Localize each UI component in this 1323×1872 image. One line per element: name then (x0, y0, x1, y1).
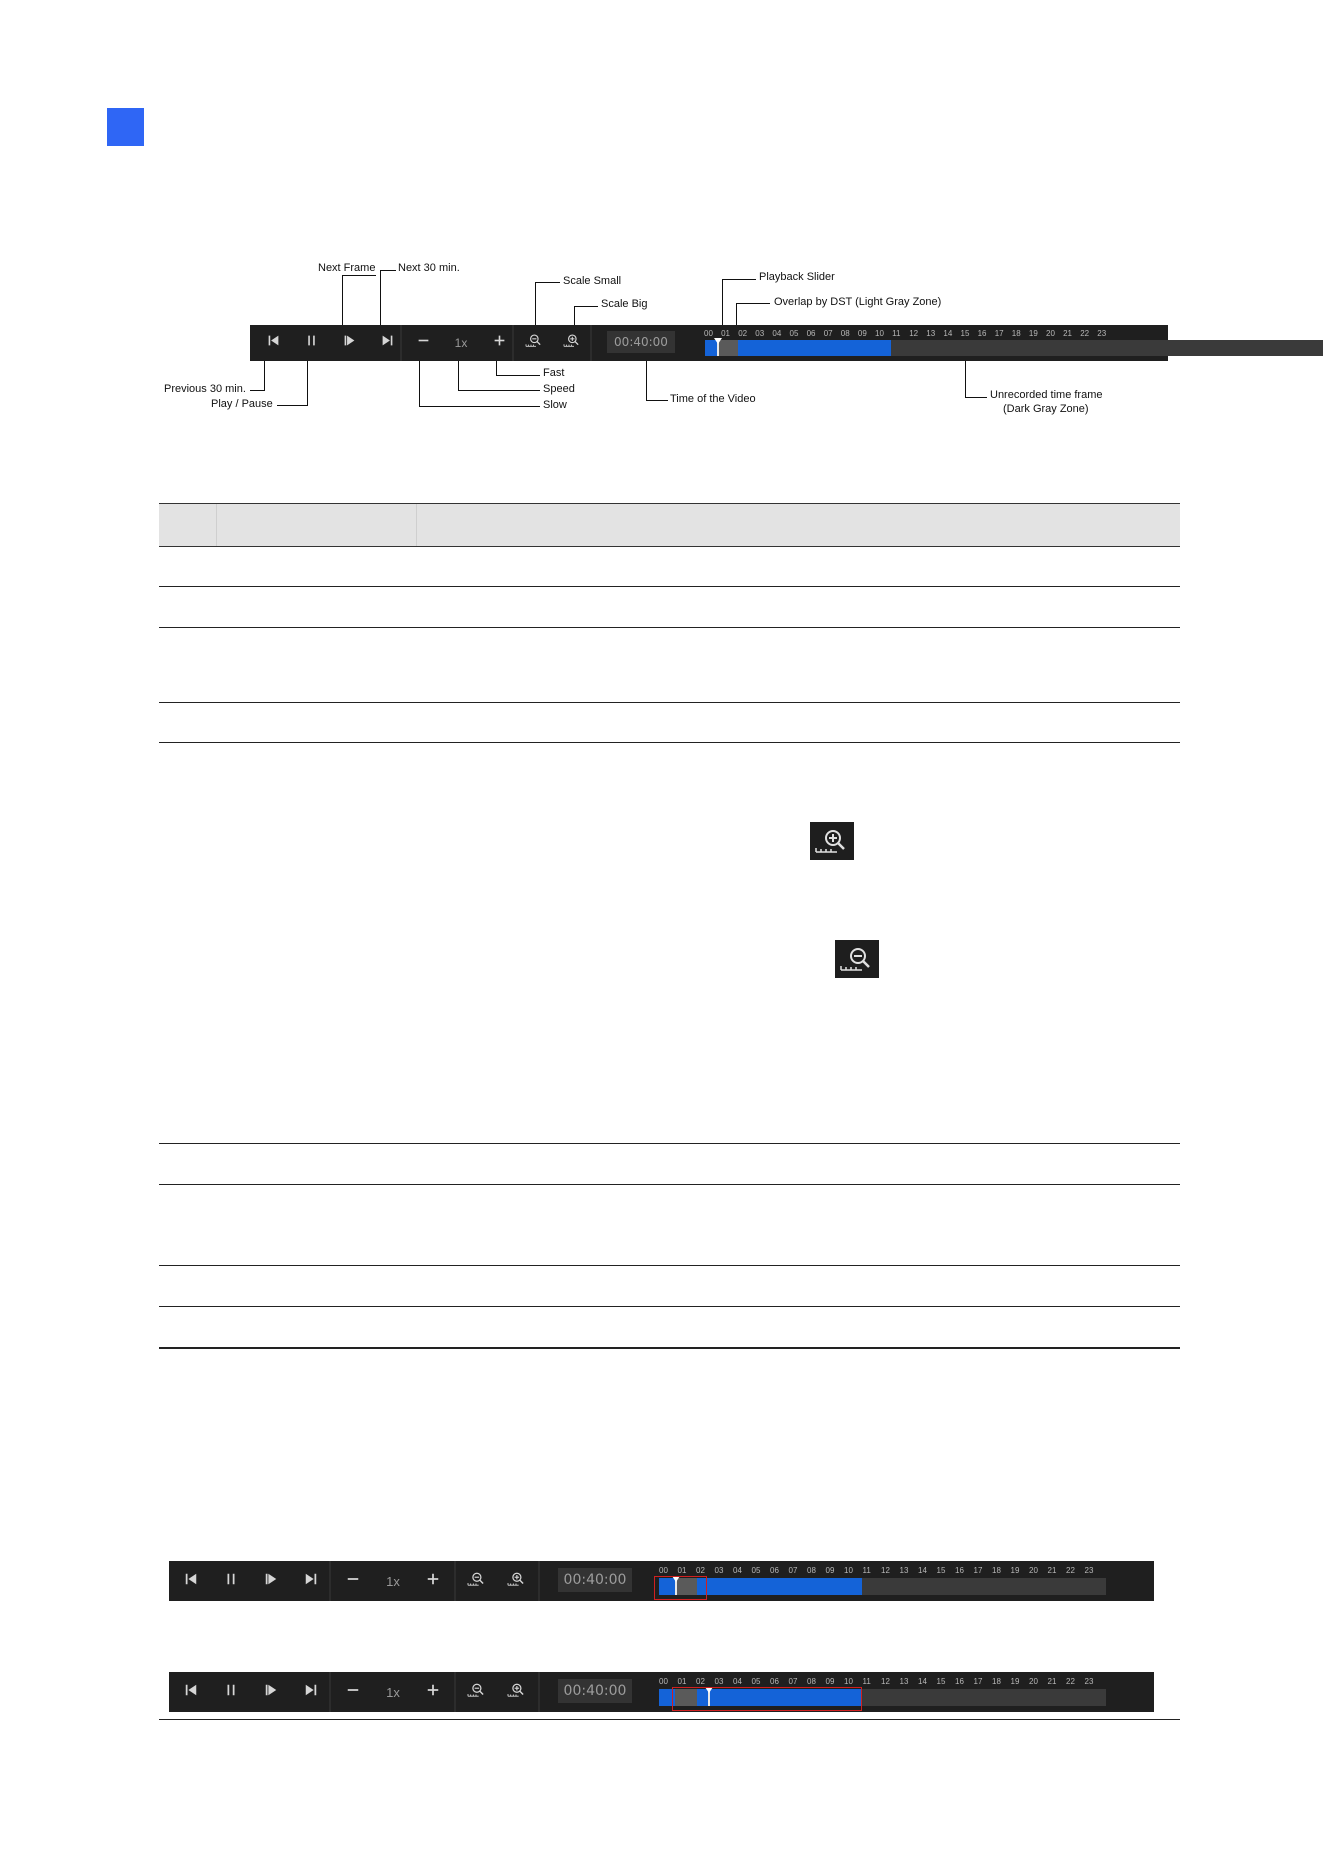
label-scale-big: Scale Big (601, 298, 648, 310)
hour-label: 12 (881, 1677, 890, 1686)
hour-label: 23 (1084, 1677, 1094, 1686)
next-frame-button[interactable] (251, 1561, 291, 1601)
label-play-pause: Play / Pause (211, 398, 273, 410)
hour-label: 19 (1010, 1566, 1020, 1575)
pause-icon (224, 1683, 238, 1702)
pause-button[interactable] (211, 1672, 251, 1712)
hour-label: 05 (751, 1566, 761, 1575)
hour-label: 18 (992, 1677, 1001, 1686)
next-frame-icon (264, 1683, 278, 1702)
next-frame-icon (343, 334, 356, 352)
zoom-out-icon (466, 1682, 486, 1703)
hour-label: 03 (755, 329, 765, 338)
hour-label: 04 (733, 1677, 742, 1686)
table-rule (159, 1184, 1180, 1185)
hour-label: 07 (823, 329, 833, 338)
label-overlap-dst: Overlap by DST (Light Gray Zone) (774, 296, 942, 308)
highlight-box (654, 1576, 707, 1600)
hour-label: 02 (738, 329, 748, 338)
label-scale-small: Scale Small (563, 275, 622, 287)
skip-next-icon (381, 334, 394, 352)
hour-label: 04 (733, 1566, 742, 1575)
table-rule (159, 1347, 1180, 1349)
slow-button[interactable] (333, 1561, 373, 1601)
skip-previous-icon (184, 1683, 198, 1702)
scale-small-button[interactable] (456, 1561, 496, 1601)
hour-label: 23 (1097, 329, 1107, 338)
table-header (159, 503, 1180, 547)
hour-label: 19 (1010, 1677, 1020, 1686)
hour-label: 05 (751, 1677, 761, 1686)
hour-label: 19 (1028, 329, 1038, 338)
label-unrecorded-sub: (Dark Gray Zone) (1003, 403, 1089, 415)
zoom-out-icon (466, 1571, 486, 1592)
skip-previous-button[interactable] (254, 325, 292, 361)
hour-label: 09 (857, 329, 867, 338)
zoom-in-icon (506, 1571, 526, 1592)
hour-label: 07 (788, 1566, 798, 1575)
hour-label: 17 (994, 329, 1004, 338)
hour-label: 10 (844, 1677, 853, 1686)
next-frame-icon (264, 1572, 278, 1591)
label-previous-30: Previous 30 min. (164, 383, 246, 395)
speed-indicator: 1x (386, 1573, 400, 1589)
hour-label: 02 (696, 1677, 705, 1686)
hour-label: 11 (862, 1677, 871, 1686)
minus-icon (346, 1683, 360, 1702)
zoom-in-icon (810, 822, 854, 860)
hour-label: 22 (1066, 1566, 1075, 1575)
zoom-out-icon (835, 940, 879, 978)
hour-label: 03 (714, 1566, 724, 1575)
video-time: 00:40:00 (558, 1568, 632, 1592)
table-rule (159, 1143, 1180, 1144)
hour-label: 05 (789, 329, 799, 338)
hour-label: 20 (1029, 1566, 1038, 1575)
hour-label: 06 (806, 329, 816, 338)
hour-label: 10 (844, 1566, 853, 1575)
table-rule (159, 702, 1180, 703)
scale-small-button[interactable] (456, 1672, 496, 1712)
hour-label: 11 (862, 1566, 871, 1575)
hour-label: 15 (936, 1566, 946, 1575)
scale-big-button[interactable] (552, 325, 590, 361)
skip-next-icon (304, 1683, 318, 1702)
scale-big-button[interactable] (496, 1561, 536, 1601)
hour-label: 13 (899, 1677, 909, 1686)
hour-label: 21 (1063, 329, 1072, 338)
table-rule (159, 1265, 1180, 1266)
minus-icon (417, 334, 430, 352)
video-time: 00:40:00 (607, 331, 675, 353)
pause-button[interactable] (292, 325, 330, 361)
table-rule (159, 742, 1180, 743)
hour-label: 12 (881, 1566, 890, 1575)
label-unrecorded: Unrecorded time frame (990, 389, 1103, 401)
minus-icon (346, 1572, 360, 1591)
next-30-button[interactable] (291, 1672, 331, 1712)
scale-small-button[interactable] (514, 325, 552, 361)
hour-label: 07 (788, 1677, 798, 1686)
plus-icon (493, 334, 506, 352)
hour-label: 18 (1011, 329, 1021, 338)
label-next-30: Next 30 min. (398, 262, 460, 274)
playback-slider-handle[interactable] (714, 338, 722, 344)
plus-icon (426, 1572, 440, 1591)
pause-icon (224, 1572, 238, 1591)
skip-previous-button[interactable] (171, 1561, 211, 1601)
hour-label: 14 (943, 329, 953, 338)
skip-previous-button[interactable] (171, 1672, 211, 1712)
hour-label: 21 (1047, 1566, 1057, 1575)
speed-indicator: 1x (454, 336, 468, 350)
hour-label: 12 (909, 329, 919, 338)
hour-label: 16 (955, 1677, 964, 1686)
hour-label: 10 (875, 329, 884, 338)
table-rule (159, 586, 1180, 587)
table-rule (159, 1306, 1180, 1307)
next-frame-button[interactable] (330, 325, 368, 361)
pause-icon (305, 334, 318, 352)
hour-label: 16 (955, 1566, 964, 1575)
slow-button[interactable] (333, 1672, 373, 1712)
hour-label: 15 (960, 329, 970, 338)
label-slow: Slow (543, 399, 567, 411)
hour-label: 01 (721, 329, 730, 338)
hour-label: 06 (770, 1677, 779, 1686)
page-bottom-rule (159, 1719, 1180, 1720)
hour-label: 22 (1080, 329, 1090, 338)
hour-label: 04 (772, 329, 782, 338)
label-time-of-video: Time of the Video (670, 393, 756, 405)
hour-label: 11 (892, 329, 901, 338)
hour-label: 15 (936, 1677, 946, 1686)
hour-label: 20 (1029, 1677, 1038, 1686)
zoom-out-icon (524, 333, 543, 353)
section-marker (107, 108, 144, 146)
hour-label: 23 (1084, 1566, 1094, 1575)
hour-label: 22 (1066, 1677, 1075, 1686)
hour-label: 00 (659, 1566, 668, 1575)
fast-button[interactable] (413, 1561, 453, 1601)
hour-label: 08 (840, 329, 850, 338)
hour-label: 09 (825, 1566, 835, 1575)
hour-label: 08 (807, 1677, 816, 1686)
skip-next-icon (304, 1572, 318, 1591)
hour-label: 16 (977, 329, 987, 338)
hour-label: 14 (918, 1677, 927, 1686)
hour-label: 00 (659, 1677, 668, 1686)
zoom-in-icon (506, 1682, 526, 1703)
hour-label: 14 (918, 1566, 927, 1575)
label-speed: Speed (543, 383, 575, 395)
hour-label: 01 (677, 1566, 687, 1575)
hour-label: 13 (899, 1566, 909, 1575)
plus-icon (426, 1683, 440, 1702)
hour-label: 17 (973, 1677, 983, 1686)
hour-label: 18 (992, 1566, 1001, 1575)
scale-big-button[interactable] (496, 1672, 536, 1712)
hour-label: 09 (825, 1677, 835, 1686)
speed-indicator: 1x (386, 1684, 400, 1700)
label-fast: Fast (543, 367, 565, 379)
hour-label: 08 (807, 1566, 816, 1575)
hour-label: 21 (1047, 1677, 1057, 1686)
label-next-frame: Next Frame (318, 262, 376, 274)
hour-label: 03 (714, 1677, 724, 1686)
hour-label: 01 (677, 1677, 687, 1686)
next-frame-button[interactable] (251, 1672, 291, 1712)
hour-label: 00 (704, 329, 713, 338)
playback-bar-diagram (250, 325, 1168, 361)
label-playback-slider: Playback Slider (759, 271, 835, 283)
table-rule (159, 627, 1180, 628)
video-time: 00:40:00 (558, 1679, 632, 1703)
fast-button[interactable] (413, 1672, 453, 1712)
zoom-in-icon (562, 333, 581, 353)
next-30-button[interactable] (291, 1561, 331, 1601)
hour-label: 20 (1046, 329, 1055, 338)
playback-bar-example-zoomed-out (169, 1561, 1154, 1601)
highlight-box (672, 1687, 862, 1711)
slow-button[interactable] (404, 325, 442, 361)
pause-button[interactable] (211, 1561, 251, 1601)
hour-label: 17 (973, 1566, 983, 1575)
hour-label: 06 (770, 1566, 779, 1575)
skip-previous-icon (267, 334, 280, 352)
playback-bar-example-zoomed-in (169, 1672, 1154, 1712)
hour-label: 02 (696, 1566, 705, 1575)
hour-label: 13 (926, 329, 936, 338)
skip-previous-icon (184, 1572, 198, 1591)
